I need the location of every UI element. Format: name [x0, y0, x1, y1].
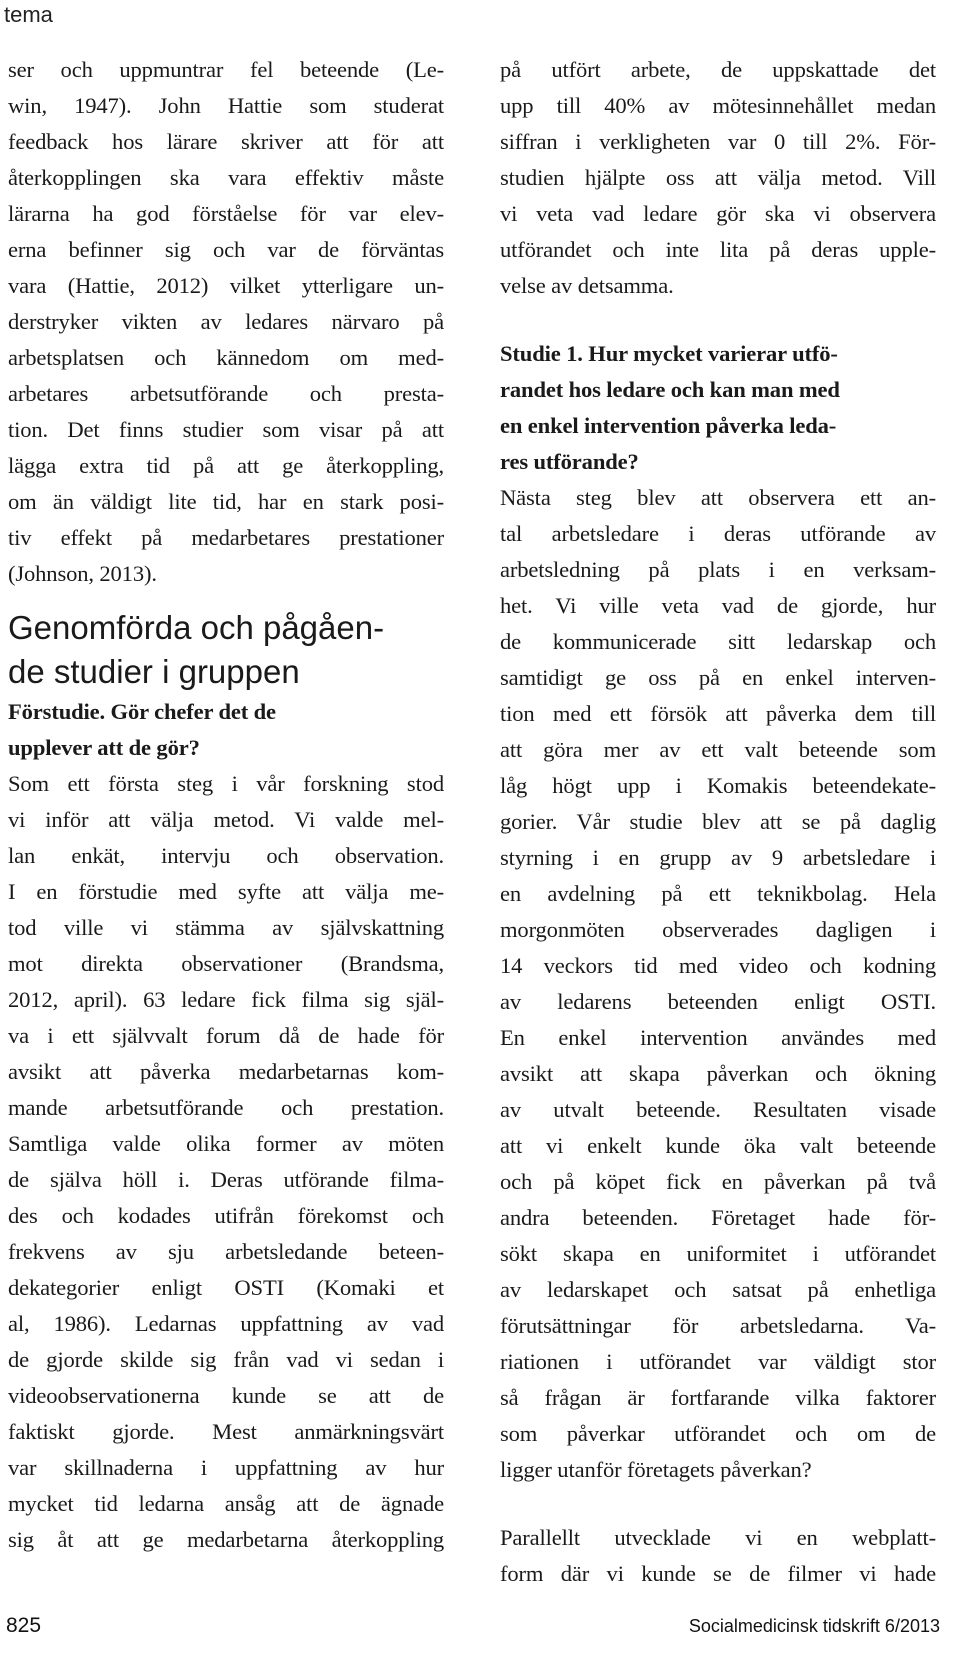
text-line: I en förstudie med syfte att välja me-	[8, 879, 444, 904]
text-line: lägga extra tid på att ge återkoppling,	[8, 453, 444, 478]
text-line: velse av detsamma.	[500, 273, 674, 298]
text-line: Studie 1. Hur mycket varierar utfö-	[500, 341, 838, 366]
text-line: sökt skapa en uniformitet i utförandet	[500, 1241, 936, 1266]
text-line: erna befinner sig och var de förväntas	[8, 237, 444, 262]
text-line: win, 1947). John Hattie som studerat	[8, 93, 444, 118]
text-line: faktiskt gjorde. Mest anmärkningsvärt	[8, 1419, 444, 1444]
text-line: riationen i utförandet var väldigt stor	[500, 1349, 936, 1374]
text-line: vi veta vad ledare gör ska vi observera	[500, 201, 936, 226]
journal-name: Socialmedicinsk tidskrift 6/2013	[688, 1616, 940, 1636]
text-line: ligger utanför företagets påverkan?	[500, 1457, 812, 1482]
paragraph	[8, 766, 444, 1558]
subheading	[8, 694, 444, 766]
text-line: så frågan är fortfarande vilka faktorer	[500, 1385, 936, 1410]
text-line: tiv effekt på medarbetares prestationer	[8, 525, 444, 550]
text-line: frekvens av sju arbetsledande beteen-	[8, 1239, 444, 1264]
text-line: om än väldigt lite tid, har en stark posi-	[8, 489, 444, 514]
left-column	[8, 52, 444, 1558]
text-line: tal arbetsledare i deras utförande av	[500, 521, 936, 546]
text-line: samtidigt ge oss på en enkel interven-	[500, 665, 936, 690]
text-line: dekategorier enligt OSTI (Komaki et	[8, 1275, 444, 1300]
text-line: av ledarens beteenden enligt OSTI.	[500, 989, 936, 1014]
paragraph	[8, 52, 444, 592]
text-line: tod ville vi stämma av självskattning	[8, 915, 444, 940]
text-line: va i ett självvalt forum då de hade för	[8, 1023, 444, 1048]
text-line: des och kodades utifrån förekomst och	[8, 1203, 444, 1228]
paragraph	[500, 52, 936, 304]
text-line: derstryker vikten av ledares närvaro på	[8, 309, 444, 334]
text-line: vara (Hattie, 2012) vilket ytterligare un-	[8, 273, 444, 298]
text-line: videoobservationerna kunde se att de	[8, 1383, 444, 1408]
text-line: förutsättningar för arbetsledarna. Va-	[500, 1313, 936, 1338]
text-line: mande arbetsutförande och prestation.	[8, 1095, 444, 1120]
text-line: styrning i en grupp av 9 arbetsledare i	[500, 845, 936, 870]
text-line: morgonmöten observerades dagligen i	[500, 917, 936, 942]
text-line: andra beteenden. Företaget hade för-	[500, 1205, 936, 1230]
text-line: arbetares arbetsutförande och presta-	[8, 381, 444, 406]
section-tag: tema	[4, 2, 53, 27]
text-line: gorier. Vår studie blev att se på daglig	[500, 809, 936, 834]
text-line: var skillnaderna i uppfattning av hur	[8, 1455, 444, 1480]
text-line: En enkel intervention användes med	[500, 1025, 936, 1050]
subheading	[500, 336, 936, 480]
text-line: arbetsplatsen och kännedom om med-	[8, 345, 444, 370]
text-line: en avdelning på ett teknikbolag. Hela	[500, 881, 936, 906]
text-line: lan enkät, intervju och observation.	[8, 843, 444, 868]
text-line: feedback hos lärare skriver att för att	[8, 129, 444, 154]
text-line: het. Vi ville veta vad de gjorde, hur	[500, 593, 936, 618]
text-line: siffran i verkligheten var 0 till 2%. För-	[500, 129, 936, 154]
text-line: upp till 40% av mötesinnehållet medan	[500, 93, 936, 118]
text-line: studien hjälpte oss att välja metod. Vill	[500, 165, 936, 190]
text-line: låg högt upp i Komakis beteendekate-	[500, 773, 936, 798]
text-line: som påverkar utförandet och om de	[500, 1421, 936, 1446]
text-line: att göra mer av ett valt beteende som	[500, 737, 936, 762]
text-line: Parallellt utvecklade vi en webplatt-	[500, 1525, 936, 1550]
text-line: form där vi kunde se de filmer vi hade	[500, 1561, 936, 1586]
right-column	[500, 52, 936, 1592]
page-number: 825	[6, 1614, 42, 1637]
text-line: (Johnson, 2013).	[8, 561, 157, 586]
text-line: lärarna ha god förståelse för var elev-	[8, 201, 444, 226]
text-line: upplever att de gör?	[8, 735, 200, 760]
text-line: de gjorde skilde sig från vad vi sedan i	[8, 1347, 444, 1372]
paragraph	[500, 480, 936, 1488]
text-line: Samtliga valde olika former av möten	[8, 1131, 444, 1156]
text-line: att vi enkelt kunde öka valt beteende	[500, 1133, 936, 1158]
section-heading	[8, 606, 444, 694]
text-line: av utvalt beteende. Resultaten visade	[500, 1097, 936, 1122]
text-line: mycket tid ledarna ansåg att de ägnade	[8, 1491, 444, 1516]
text-line: al, 1986). Ledarnas uppfattning av vad	[8, 1311, 444, 1336]
paragraph	[500, 1520, 936, 1592]
text-line: 14 veckors tid med video och kodning	[500, 953, 936, 978]
text-line: mot direkta observationer (Brandsma,	[8, 951, 444, 976]
heading-line: Genomförda och pågåen-	[8, 609, 385, 646]
heading-line: de studier i gruppen	[8, 653, 300, 690]
text-line: randet hos ledare och kan man med	[500, 377, 840, 402]
text-line: Förstudie. Gör chefer det de	[8, 699, 276, 724]
text-line: de själva höll i. Deras utförande filma-	[8, 1167, 444, 1192]
text-line: sig åt att ge medarbetarna återkoppling	[8, 1527, 444, 1552]
text-line: tion med ett försök att påverka dem till	[500, 701, 936, 726]
text-line: vi inför att välja metod. Vi valde mel-	[8, 807, 444, 832]
text-line: ser och uppmuntrar fel beteende (Le-	[8, 57, 444, 82]
text-line: en enkel intervention påverka leda-	[500, 413, 837, 438]
text-line: tion. Det finns studier som visar på att	[8, 417, 444, 442]
text-line: avsikt att påverka medarbetarnas kom-	[8, 1059, 444, 1084]
text-line: de kommunicerade sitt ledarskap och	[500, 629, 936, 654]
text-line: Som ett första steg i vår forskning stod	[8, 771, 444, 796]
text-line: av ledarskapet och satsat på enhetliga	[500, 1277, 936, 1302]
text-line: avsikt att skapa påverkan och ökning	[500, 1061, 936, 1086]
text-line: återkopplingen ska vara effektiv måste	[8, 165, 444, 190]
text-line: res utförande?	[500, 449, 639, 474]
text-line: Nästa steg blev att observera ett an-	[500, 485, 936, 510]
text-line: och på köpet fick en påverkan på två	[500, 1169, 936, 1194]
text-line: arbetsledning på plats i en verksam-	[500, 557, 936, 582]
text-line: på utfört arbete, de uppskattade det	[500, 57, 936, 82]
text-line: utförandet och inte lita på deras upple-	[500, 237, 936, 262]
text-line: 2012, april). 63 ledare fick filma sig själ-	[8, 987, 444, 1012]
